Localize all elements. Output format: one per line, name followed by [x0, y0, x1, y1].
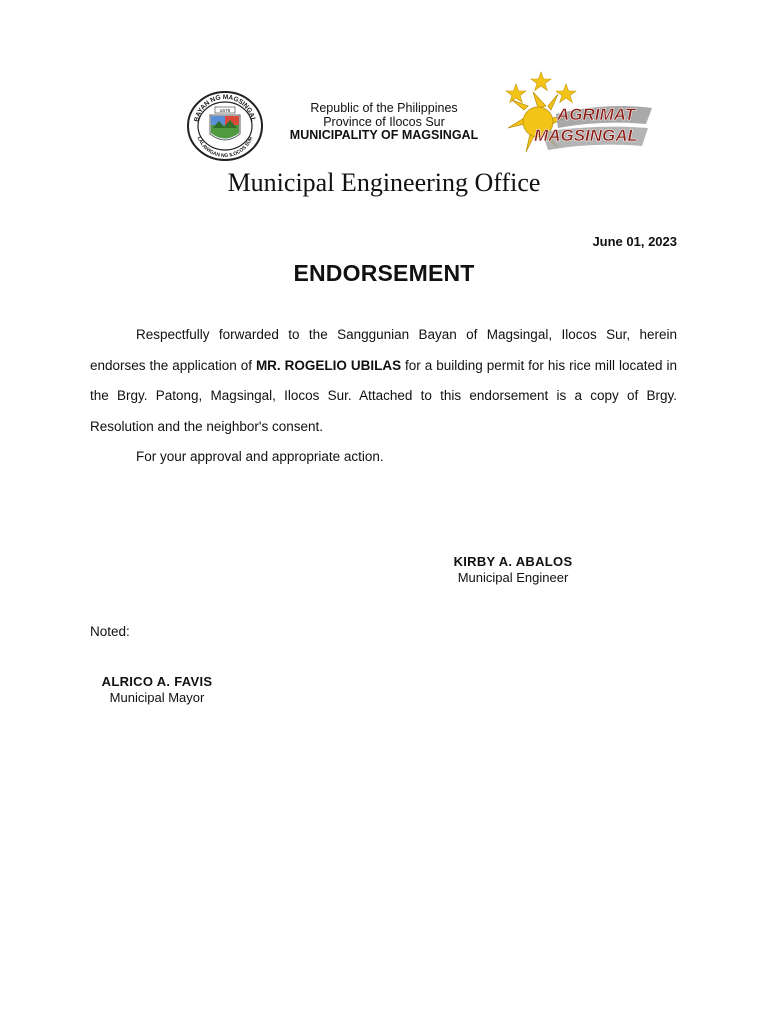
- document-title: ENDORSEMENT: [293, 260, 475, 286]
- letterhead: [270, 102, 498, 143]
- endorsement-paragraph: [90, 320, 677, 442]
- office-title: Municipal Engineering Office: [227, 168, 541, 197]
- logo-text-agrimat: AGRIMAT: [556, 105, 636, 124]
- municipal-seal-icon: [186, 90, 264, 162]
- province-line: Province of Ilocos Sur: [323, 114, 445, 129]
- seal-year: 1676: [219, 109, 231, 114]
- agrimat-logo: [496, 62, 656, 170]
- seal-ring-text: BAYAN NG MAGSINGAL: [193, 93, 257, 123]
- logo-text-magsingal: MAGSINGAL: [534, 126, 638, 145]
- paragraph-text-after: for a building permit for his rice mill located in the Brgy. Patong, Magsingal, Ilocos Sur. Attached to this endorsement is a copy of Brgy. Resolution and the neighbor's consent.: [90, 357, 677, 434]
- mayor-name: ALRICO A. FAVIS: [101, 674, 213, 689]
- municipality-line: MUNICIPALITY OF MAGSINGAL: [289, 128, 479, 142]
- applicant-name: MR. ROGELIO UBILAS: [255, 357, 402, 373]
- agrimat-magsingal-logo-icon: [496, 62, 656, 170]
- engineer-signature-block: [438, 554, 588, 586]
- letter-date: June 01, 2023: [592, 234, 677, 249]
- seal-bottom-text: LALAWIGAN NG ILOCOS SUR: [195, 135, 255, 160]
- engineer-name: KIRBY A. ABALOS: [453, 554, 573, 569]
- approval-line: For your approval and appropriate action.: [136, 449, 384, 464]
- paragraph-text-before: Respectfully forwarded to the Sanggunian Bayan of Magsingal, Ilocos Sur, herein endorses the application of: [90, 327, 677, 373]
- mayor-signature-block: [86, 674, 228, 706]
- engineer-title: Municipal Engineer: [457, 570, 569, 585]
- municipal-seal: [186, 90, 264, 162]
- country-line: Republic of the Philippines: [310, 101, 458, 115]
- mayor-title: Municipal Mayor: [109, 690, 205, 705]
- noted-label: Noted:: [90, 624, 130, 639]
